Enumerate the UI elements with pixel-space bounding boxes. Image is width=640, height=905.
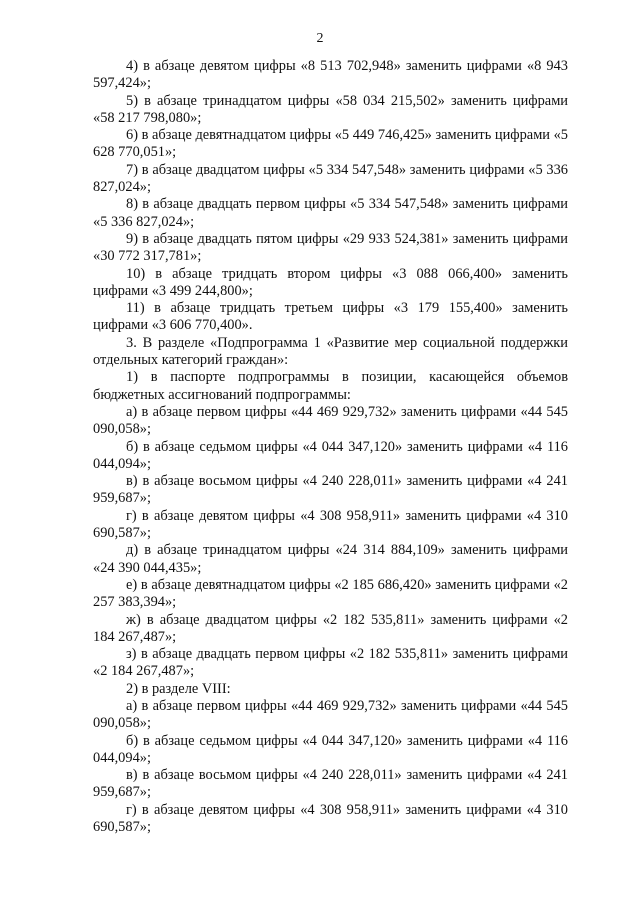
paragraph-passport-zh: ж) в абзаце двадцатом цифры «2 182 535,811» заменить цифрами «2 184 267,487»;: [93, 611, 568, 645]
paragraph-amendment-8: 8) в абзаце двадцать первом цифры «5 334 547,548» заменить цифрами «5 336 827,024»;: [93, 196, 568, 230]
paragraph-passport-g: г) в абзаце девятом цифры «4 308 958,911» заменить цифрами «4 310 690,587»;: [93, 507, 568, 542]
paragraph-amendment-4: 4) в абзаце девятом цифры «8 513 702,948» заменить цифрами «8 943 597,424»;: [93, 58, 568, 92]
paragraph-section8-g: г) в абзаце девятом цифры «4 308 958,911» заменить цифрами «4 310 690,587»;: [93, 801, 568, 836]
paragraph-passport-v: в) в абзаце восьмом цифры «4 240 228,011» заменить цифрами «4 241 959,687»;: [93, 473, 568, 507]
paragraph-passport-b: б) в абзаце седьмом цифры «4 044 347,120» заменить цифрами «4 116 044,094»;: [93, 438, 568, 472]
paragraph-amendment-6: 6) в абзаце девятнадцатом цифры «5 449 746,425» заменить цифрами «5 628 770,051»;: [93, 127, 568, 161]
subsection-2-heading: 2) в разделе VIII:: [126, 680, 231, 697]
paragraph-amendment-7: 7) в абзаце двадцатом цифры «5 334 547,548» заменить цифрами «5 336 827,024»;: [93, 161, 568, 196]
paragraph-section8-a: а) в абзаце первом цифры «44 469 929,732» заменить цифрами «44 545 090,058»;: [93, 697, 568, 732]
paragraph-passport-d: д) в абзаце тринадцатом цифры «24 314 884,109» заменить цифрами «24 390 044,435»;: [93, 542, 568, 576]
paragraph-amendment-9: 9) в абзаце двадцать пятом цифры «29 933 524,381» заменить цифрами «30 772 317,781»;: [93, 230, 568, 265]
paragraph-amendment-11: 11) в абзаце тридцать третьем цифры «3 179 155,400» заменить цифрами «3 606 770,400».: [93, 300, 568, 334]
section-3-heading: 3. В разделе «Подпрограмма 1 «Развитие мер социальной поддержки отдельных категорий граждан»:: [93, 334, 568, 369]
subsection-1-heading: 1) в паспорте подпрограммы в позиции, касающейся объемов бюджетных ассигнований подпрограммы:: [93, 369, 568, 403]
paragraph-section8-v: в) в абзаце восьмом цифры «4 240 228,011» заменить цифрами «4 241 959,687»;: [93, 767, 568, 801]
paragraph-section8-b: б) в абзаце седьмом цифры «4 044 347,120» заменить цифрами «4 116 044,094»;: [93, 732, 568, 766]
paragraph-amendment-5: 5) в абзаце тринадцатом цифры «58 034 215,502» заменить цифрами «58 217 798,080»;: [93, 92, 568, 126]
page-number: 2: [316, 31, 324, 46]
paragraph-passport-z: з) в абзаце двадцать первом цифры «2 182 535,811» заменить цифрами «2 184 267,487»;: [93, 646, 568, 680]
document-body: [93, 58, 568, 836]
paragraph-amendment-10: 10) в абзаце тридцать втором цифры «3 088 066,400» заменить цифрами «3 499 244,800»;: [93, 265, 568, 299]
paragraph-passport-a: а) в абзаце первом цифры «44 469 929,732» заменить цифрами «44 545 090,058»;: [93, 403, 568, 438]
paragraph-passport-e: е) в абзаце девятнадцатом цифры «2 185 686,420» заменить цифрами «2 257 383,394»;: [93, 576, 568, 611]
